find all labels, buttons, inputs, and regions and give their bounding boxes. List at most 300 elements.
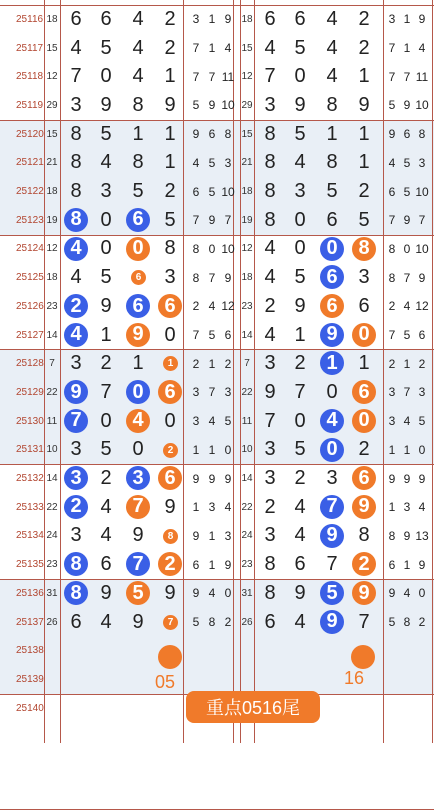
- span-cell: 8: [403, 615, 411, 630]
- digit-cell: 6: [294, 7, 306, 30]
- digit-cell: 6: [358, 294, 370, 317]
- issue-number: 25134: [16, 530, 44, 542]
- digit-sum-right: 7: [244, 358, 250, 370]
- digit-cell: 4: [132, 36, 144, 59]
- digit-cell: 9: [132, 610, 144, 633]
- digit-cell: 1: [164, 151, 176, 174]
- span-cell: 6: [192, 557, 200, 572]
- span-cell: 1: [192, 500, 200, 515]
- digit-ball: 0: [126, 237, 150, 261]
- issue-number: 25133: [16, 501, 44, 513]
- digit-ball: 7: [163, 615, 178, 630]
- digit-sum-right: 18: [241, 186, 253, 198]
- digit-ball: 5: [320, 581, 344, 605]
- span-cell: 2: [388, 299, 396, 314]
- digit-cell: 0: [294, 208, 306, 231]
- digit-cell: 2: [100, 467, 112, 490]
- digit-cell: 1: [358, 65, 370, 88]
- digit-sum: 14: [46, 329, 58, 341]
- digit-cell: 2: [164, 180, 176, 203]
- issue-number: 25118: [16, 71, 44, 83]
- digit-cell: 4: [294, 524, 306, 547]
- span-cell: 2: [192, 356, 200, 371]
- digit-cell: 0: [294, 65, 306, 88]
- digit-sum-right: 15: [241, 128, 253, 140]
- digit-cell: 4: [100, 151, 112, 174]
- digit-sum: 19: [46, 214, 58, 226]
- digit-cell: 5: [326, 180, 338, 203]
- digit-cell: 4: [100, 495, 112, 518]
- digit-cell: 5: [294, 36, 306, 59]
- span-cell: 2: [224, 356, 232, 371]
- span-cell: 2: [192, 299, 200, 314]
- digit-sum: 18: [46, 186, 58, 198]
- span-cell: 13: [415, 528, 429, 543]
- span-cell: 5: [224, 414, 232, 429]
- digit-cell: 0: [326, 380, 338, 403]
- digit-cell: 8: [70, 180, 82, 203]
- digit-sum-right: 18: [241, 272, 253, 284]
- digit-cell: 9: [358, 93, 370, 116]
- digit-ball: 9: [126, 323, 150, 347]
- digit-cell: 1: [132, 352, 144, 375]
- span-cell: 7: [418, 213, 426, 228]
- digit-sum: 22: [46, 501, 58, 513]
- digit-ball: 2: [158, 552, 182, 576]
- digit-sum-right: 26: [241, 616, 253, 628]
- digit-cell: 2: [294, 352, 306, 375]
- digit-ball: 7: [64, 409, 88, 433]
- digit-cell: 9: [264, 380, 276, 403]
- digit-cell: 4: [100, 524, 112, 547]
- digit-cell: 4: [70, 36, 82, 59]
- span-cell: 7: [403, 69, 411, 84]
- digit-ball: 2: [64, 294, 88, 318]
- digit-cell: 3: [264, 438, 276, 461]
- span-cell: 6: [208, 127, 216, 142]
- span-cell: 9: [208, 471, 216, 486]
- digit-cell: 7: [70, 65, 82, 88]
- span-cell: 3: [388, 414, 396, 429]
- digit-cell: 1: [132, 122, 144, 145]
- digit-ball: 9: [64, 380, 88, 404]
- span-cell: 7: [208, 69, 216, 84]
- digit-ball: 3: [126, 466, 150, 490]
- digit-cell: 2: [100, 352, 112, 375]
- issue-number: 25125: [16, 272, 44, 284]
- span-cell: 4: [208, 586, 216, 601]
- span-cell: 7: [192, 69, 200, 84]
- digit-sum: 10: [46, 444, 58, 456]
- digit-sum: 14: [46, 473, 58, 485]
- span-cell: 8: [418, 127, 426, 142]
- digit-sum-right: 29: [241, 99, 253, 111]
- span-cell: 2: [388, 356, 396, 371]
- digit-cell: 5: [132, 180, 144, 203]
- digit-cell: 3: [264, 93, 276, 116]
- digit-cell: 9: [132, 524, 144, 547]
- digit-cell: 4: [294, 495, 306, 518]
- span-cell: 2: [224, 615, 232, 630]
- digit-sum: 11: [46, 415, 58, 427]
- span-cell: 4: [208, 414, 216, 429]
- digit-cell: 2: [264, 294, 276, 317]
- digit-ball: 6: [158, 294, 182, 318]
- digit-sum-right: 19: [241, 214, 253, 226]
- span-cell: 5: [208, 184, 216, 199]
- digit-cell: 3: [164, 266, 176, 289]
- digit-sum: 15: [46, 42, 58, 54]
- target-ball: [351, 645, 375, 669]
- digit-cell: 3: [70, 93, 82, 116]
- digit-cell: 4: [264, 237, 276, 260]
- span-cell: 7: [192, 213, 200, 228]
- issue-number: 25124: [16, 243, 44, 255]
- digit-cell: 6: [100, 553, 112, 576]
- span-cell: 5: [208, 328, 216, 343]
- span-cell: 7: [208, 385, 216, 400]
- span-cell: 4: [208, 299, 216, 314]
- span-cell: 3: [418, 385, 426, 400]
- span-cell: 6: [388, 557, 396, 572]
- digit-ball: 6: [158, 466, 182, 490]
- digit-cell: 1: [326, 122, 338, 145]
- issue-number: 25139: [16, 673, 44, 685]
- digit-cell: 9: [100, 581, 112, 604]
- digit-cell: 5: [100, 438, 112, 461]
- digit-cell: 0: [100, 409, 112, 432]
- issue-number: 25117: [16, 42, 44, 54]
- digit-cell: 0: [100, 237, 112, 260]
- digit-cell: 3: [294, 180, 306, 203]
- digit-cell: 8: [132, 93, 144, 116]
- digit-cell: 3: [264, 352, 276, 375]
- span-cell: 0: [224, 442, 232, 457]
- digit-cell: 3: [326, 467, 338, 490]
- digit-cell: 8: [264, 180, 276, 203]
- span-cell: 4: [224, 41, 232, 56]
- digit-cell: 8: [264, 208, 276, 231]
- span-cell: 9: [403, 213, 411, 228]
- digit-ball: 7: [126, 495, 150, 519]
- digit-sum-right: 12: [241, 71, 253, 83]
- digit-cell: 7: [358, 610, 370, 633]
- span-cell: 11: [415, 69, 429, 84]
- span-cell: 6: [388, 184, 396, 199]
- span-cell: 4: [403, 299, 411, 314]
- digit-cell: 3: [264, 524, 276, 547]
- digit-cell: 2: [358, 180, 370, 203]
- span-cell: 9: [388, 471, 396, 486]
- digit-ball: 4: [64, 323, 88, 347]
- span-cell: 0: [418, 586, 426, 601]
- span-cell: 1: [403, 557, 411, 572]
- span-cell: 7: [403, 385, 411, 400]
- span-cell: 8: [388, 270, 396, 285]
- digit-ball: 0: [126, 380, 150, 404]
- span-cell: 7: [388, 213, 396, 228]
- digit-ball: 0: [352, 409, 376, 433]
- digit-cell: 9: [100, 294, 112, 317]
- digit-cell: 0: [164, 323, 176, 346]
- span-cell: 8: [388, 241, 396, 256]
- issue-number: 25135: [16, 559, 44, 571]
- digit-sum: 15: [46, 128, 58, 140]
- span-cell: 8: [388, 528, 396, 543]
- span-cell: 7: [388, 41, 396, 56]
- digit-sum-right: 18: [241, 13, 253, 25]
- digit-cell: 8: [264, 581, 276, 604]
- span-cell: 9: [418, 270, 426, 285]
- digit-ball: 8: [64, 581, 88, 605]
- digit-sum-right: 31: [241, 587, 253, 599]
- digit-ball: 0: [320, 438, 344, 462]
- span-cell: 1: [208, 12, 216, 27]
- span-cell: 5: [388, 98, 396, 113]
- span-cell: 3: [192, 385, 200, 400]
- digit-sum-right: 24: [241, 530, 253, 542]
- span-cell: 1: [208, 557, 216, 572]
- issue-number: 25126: [16, 300, 44, 312]
- span-cell: 4: [224, 500, 232, 515]
- digit-sum: 22: [46, 386, 58, 398]
- digit-cell: 5: [294, 266, 306, 289]
- digit-sum: 24: [46, 530, 58, 542]
- digit-sum: 12: [46, 71, 58, 83]
- digit-cell: 8: [326, 151, 338, 174]
- span-cell: 12: [415, 299, 429, 314]
- digit-cell: 7: [294, 380, 306, 403]
- digit-sum-right: 22: [241, 386, 253, 398]
- span-cell: 9: [418, 557, 426, 572]
- digit-cell: 4: [132, 65, 144, 88]
- span-cell: 5: [403, 184, 411, 199]
- span-cell: 5: [403, 155, 411, 170]
- span-cell: 1: [403, 12, 411, 27]
- digit-cell: 2: [294, 467, 306, 490]
- digit-cell: 8: [70, 151, 82, 174]
- span-cell: 10: [415, 241, 429, 256]
- highlight-banner: 重点0516尾: [186, 691, 320, 723]
- span-cell: 9: [388, 586, 396, 601]
- digit-cell: 7: [264, 409, 276, 432]
- span-cell: 6: [418, 328, 426, 343]
- digit-ball: 6: [352, 380, 376, 404]
- digit-cell: 4: [264, 323, 276, 346]
- span-cell: 7: [192, 41, 200, 56]
- span-cell: 9: [224, 12, 232, 27]
- digit-ball: 8: [64, 208, 88, 232]
- span-cell: 0: [208, 241, 216, 256]
- span-cell: 4: [192, 155, 200, 170]
- span-cell: 9: [224, 270, 232, 285]
- digit-cell: 4: [294, 151, 306, 174]
- span-cell: 3: [224, 385, 232, 400]
- digit-cell: 5: [100, 122, 112, 145]
- digit-cell: 4: [264, 266, 276, 289]
- digit-cell: 2: [264, 495, 276, 518]
- target-label-left: 05: [155, 672, 176, 692]
- digit-cell: 6: [294, 553, 306, 576]
- target-ball: [158, 645, 182, 669]
- grid-hline: [0, 809, 434, 810]
- digit-sum-right: 23: [241, 559, 253, 571]
- digit-sum-right: 14: [241, 329, 253, 341]
- digit-cell: 2: [358, 7, 370, 30]
- span-cell: 7: [192, 328, 200, 343]
- span-cell: 0: [224, 586, 232, 601]
- span-cell: 9: [192, 127, 200, 142]
- span-cell: 0: [418, 442, 426, 457]
- digit-cell: 4: [294, 610, 306, 633]
- digit-cell: 0: [294, 409, 306, 432]
- digit-cell: 1: [358, 151, 370, 174]
- digit-cell: 8: [132, 151, 144, 174]
- digit-cell: 3: [70, 524, 82, 547]
- digit-cell: 9: [294, 581, 306, 604]
- digit-cell: 8: [264, 151, 276, 174]
- digit-cell: 2: [164, 36, 176, 59]
- digit-cell: 1: [358, 122, 370, 145]
- digit-ball: 0: [320, 237, 344, 261]
- issue-number: 25119: [16, 99, 44, 111]
- digit-ball: 5: [126, 581, 150, 605]
- digit-cell: 2: [358, 438, 370, 461]
- span-cell: 0: [403, 241, 411, 256]
- digit-cell: 3: [70, 438, 82, 461]
- digit-cell: 5: [358, 208, 370, 231]
- span-cell: 3: [192, 414, 200, 429]
- span-cell: 3: [224, 155, 232, 170]
- span-cell: 10: [415, 184, 429, 199]
- digit-cell: 8: [164, 237, 176, 260]
- digit-cell: 8: [70, 122, 82, 145]
- span-cell: 1: [208, 41, 216, 56]
- span-cell: 4: [418, 41, 426, 56]
- digit-cell: 3: [70, 352, 82, 375]
- digit-ball: 7: [126, 552, 150, 576]
- span-cell: 1: [208, 356, 216, 371]
- span-cell: 9: [224, 471, 232, 486]
- span-cell: 10: [221, 241, 235, 256]
- digit-cell: 5: [100, 266, 112, 289]
- span-cell: 1: [208, 528, 216, 543]
- span-cell: 1: [192, 442, 200, 457]
- span-cell: 8: [192, 270, 200, 285]
- span-cell: 1: [208, 442, 216, 457]
- span-cell: 3: [192, 12, 200, 27]
- issue-number: 25116: [16, 13, 44, 25]
- digit-ball: 4: [126, 409, 150, 433]
- span-cell: 2: [418, 615, 426, 630]
- digit-cell: 9: [294, 294, 306, 317]
- span-cell: 9: [388, 127, 396, 142]
- issue-number: 25120: [16, 128, 44, 140]
- digit-cell: 8: [358, 524, 370, 547]
- span-cell: 9: [403, 98, 411, 113]
- digit-ball: 9: [320, 610, 344, 634]
- digit-ball: 0: [352, 323, 376, 347]
- span-cell: 7: [388, 328, 396, 343]
- span-cell: 6: [192, 184, 200, 199]
- digit-cell: 5: [294, 438, 306, 461]
- digit-ball: 6: [320, 294, 344, 318]
- span-cell: 9: [208, 98, 216, 113]
- span-cell: 7: [224, 213, 232, 228]
- span-cell: 5: [192, 615, 200, 630]
- digit-cell: 1: [294, 323, 306, 346]
- span-cell: 5: [208, 155, 216, 170]
- digit-sum-right: 21: [241, 157, 253, 169]
- span-cell: 10: [221, 98, 235, 113]
- digit-cell: 3: [100, 180, 112, 203]
- span-cell: 7: [403, 270, 411, 285]
- digit-cell: 4: [132, 7, 144, 30]
- span-cell: 1: [388, 500, 396, 515]
- digit-cell: 5: [100, 36, 112, 59]
- span-cell: 3: [208, 500, 216, 515]
- issue-number: 25123: [16, 214, 44, 226]
- digit-sum-right: 14: [241, 473, 253, 485]
- issue-number: 25136: [16, 587, 44, 599]
- digit-cell: 7: [264, 65, 276, 88]
- digit-cell: 4: [70, 266, 82, 289]
- span-cell: 9: [403, 471, 411, 486]
- span-cell: 3: [403, 500, 411, 515]
- digit-cell: 1: [358, 352, 370, 375]
- digit-cell: 8: [264, 553, 276, 576]
- span-cell: 8: [208, 615, 216, 630]
- digit-cell: 0: [132, 438, 144, 461]
- span-cell: 9: [403, 528, 411, 543]
- target-label-right: 16: [344, 668, 365, 688]
- digit-cell: 0: [100, 208, 112, 231]
- digit-cell: 0: [164, 409, 176, 432]
- span-cell: 9: [224, 557, 232, 572]
- span-cell: 4: [403, 414, 411, 429]
- digit-cell: 9: [164, 581, 176, 604]
- span-cell: 9: [192, 528, 200, 543]
- issue-number: 25140: [16, 702, 44, 714]
- issue-number: 25132: [16, 473, 44, 485]
- digit-cell: 3: [264, 467, 276, 490]
- span-cell: 4: [418, 500, 426, 515]
- digit-cell: 6: [264, 7, 276, 30]
- digit-cell: 9: [164, 495, 176, 518]
- digit-ball: 9: [320, 323, 344, 347]
- digit-cell: 0: [294, 237, 306, 260]
- digit-cell: 2: [358, 36, 370, 59]
- span-cell: 4: [403, 586, 411, 601]
- digit-sum: 23: [46, 559, 58, 571]
- digit-cell: 7: [100, 380, 112, 403]
- digit-ball: 8: [352, 237, 376, 261]
- digit-cell: 4: [264, 36, 276, 59]
- issue-number: 25137: [16, 616, 44, 628]
- span-cell: 3: [388, 12, 396, 27]
- digit-cell: 8: [264, 122, 276, 145]
- digit-ball: 7: [320, 495, 344, 519]
- digit-cell: 8: [326, 93, 338, 116]
- span-cell: 1: [403, 442, 411, 457]
- digit-ball: 6: [158, 380, 182, 404]
- span-cell: 7: [388, 69, 396, 84]
- digit-sum-right: 23: [241, 300, 253, 312]
- issue-number: 25127: [16, 329, 44, 341]
- issue-number: 25138: [16, 645, 44, 657]
- digit-cell: 6: [70, 7, 82, 30]
- digit-ball: 6: [126, 294, 150, 318]
